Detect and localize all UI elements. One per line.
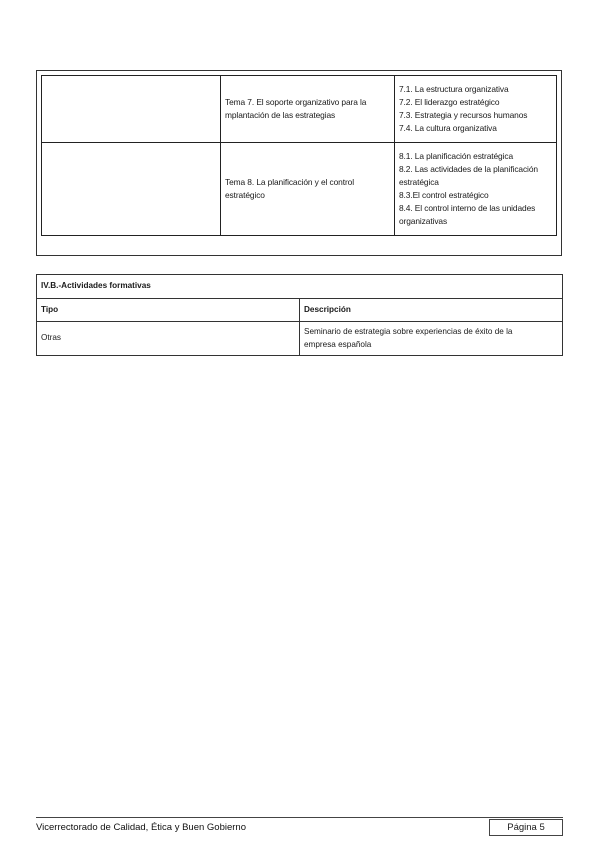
subtopic-line: 7.1. La estructura organizativa <box>399 84 509 94</box>
subtopic-line: 8.1. La planificación estratégica <box>399 151 514 161</box>
topic-title-line: estratégico <box>225 190 265 200</box>
column-header-descripcion: Descripción <box>300 299 563 322</box>
topic-title-line: Tema 7. El soporte organizativo para la <box>225 97 367 107</box>
subtopics-cell <box>395 76 557 143</box>
topic-title-cell <box>221 143 395 236</box>
activity-type-cell: Otras <box>37 322 300 356</box>
page-number: Página 5 <box>489 819 563 836</box>
subtopic-line: organizativas <box>399 216 448 226</box>
activities-table <box>36 274 563 356</box>
table-title-row <box>37 275 563 299</box>
table-row <box>42 76 557 143</box>
subtopics-cell <box>395 143 557 236</box>
topics-table <box>41 75 557 236</box>
topic-title-line: Tema 8. La planificación y el control <box>225 177 354 187</box>
page-footer <box>36 817 563 837</box>
table-cell-empty <box>42 143 221 236</box>
subtopic-line: 8.3.El control estratégico <box>399 190 489 200</box>
section-title: IV.B.-Actividades formativas <box>37 275 563 299</box>
topic-title-cell <box>221 76 395 143</box>
footer-text: Vicerrectorado de Calidad, Ética y Buen Gobierno <box>36 822 247 833</box>
column-header-tipo: Tipo <box>37 299 300 322</box>
subtopic-line: 8.2. Las actividades de la planificación <box>399 164 538 174</box>
subtopic-line: 7.2. El liderazgo estratégico <box>399 97 500 107</box>
table-header-row <box>37 299 563 322</box>
subtopic-line: 7.3. Estrategia y recursos humanos <box>399 110 528 120</box>
table-row <box>37 322 563 356</box>
activity-description-cell <box>300 322 563 356</box>
table-row <box>42 143 557 236</box>
description-line: Seminario de estrategia sobre experiencias de éxito de la <box>304 327 513 336</box>
subtopic-line: estratégica <box>399 177 439 187</box>
subtopic-line: 7.4. La cultura organizativa <box>399 123 497 133</box>
description-line: empresa española <box>304 339 372 349</box>
topics-table-frame <box>36 70 562 256</box>
table-cell-empty <box>42 76 221 143</box>
subtopic-line: 8.4. El control interno de las unidades <box>399 203 536 213</box>
topic-title-line: mplantación de las estrategias <box>225 110 336 120</box>
